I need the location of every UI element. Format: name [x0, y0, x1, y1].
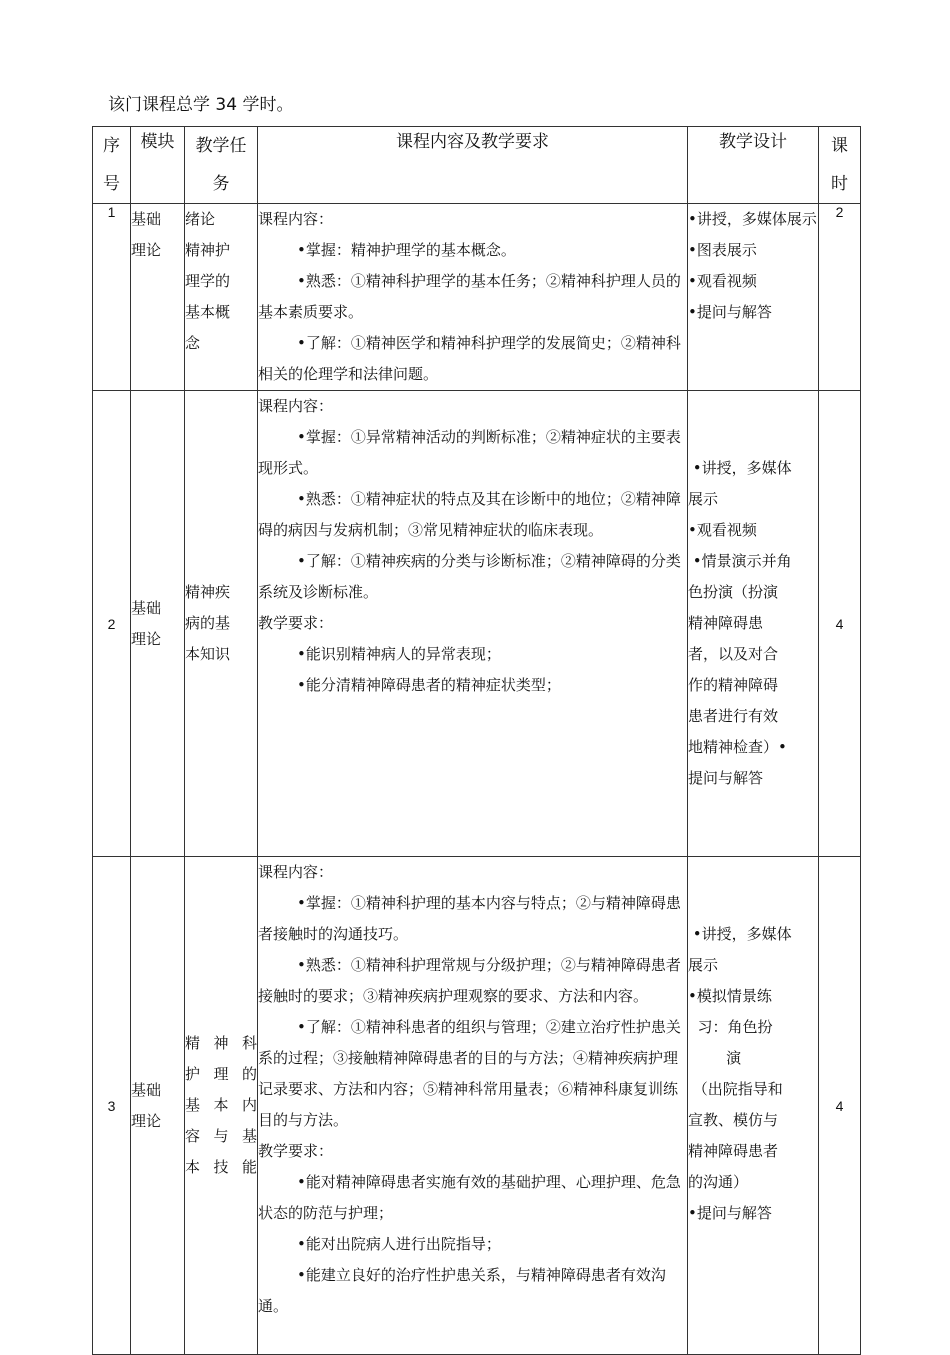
header-task: 教学任 务	[185, 127, 258, 204]
task-cell: 精神疾 病的基 本知识	[185, 391, 258, 857]
design-cell: •讲授，多媒体 展示 •观看视频 •情景演示并角 色扮演（扮演 精神障碍患 者，以及对合 作的精神障碍 患者进行有效 地精神检查）• 提问与解答	[688, 391, 819, 857]
header-no: 序 号	[93, 127, 131, 204]
module-cell: 基础 理论	[131, 204, 185, 391]
task-cell: 精神科 护理的 基本内 容与基 本技能	[185, 857, 258, 1355]
row-number: 3	[93, 857, 131, 1355]
header-design: 教学设计	[688, 127, 819, 204]
content-cell: 课程内容： •掌握：精神护理学的基本概念。 •熟悉：①精神科护理学的基本任务；②精神科护理人员的基本素质要求。 •了解：①精神医学和精神科护理学的发展简史；②精神科相关的伦理学和法律问题。	[258, 204, 688, 391]
header-module: 模块	[131, 127, 185, 204]
row-number: 2	[93, 391, 131, 857]
table-row	[93, 391, 861, 857]
hours-cell: 4	[819, 857, 861, 1355]
row-number: 1	[93, 204, 131, 391]
module-cell: 基础 理论	[131, 391, 185, 857]
task-cell: 绪论 精神护 理学的 基本概 念	[185, 204, 258, 391]
content-cell: 课程内容： •掌握：①精神科护理的基本内容与特点；②与精神障碍患者接触时的沟通技巧。 •熟悉：①精神科护理常规与分级护理；②与精神障碍患者接触时的要求；③精神疾病护理观察的要求、方法和内容。 •了解：①精神科患者的组织与管理；②建立治疗性护患关系的过程；③接触精神障碍患者的目的与方法；④精神疾病护理记录要求、方法和内容；⑤精神科常用量表；⑥精神科康复训练目的与方法。 教学要求： •能对精神障碍患者实施有效的基础护理、心理护理、危急状态的防范与护理； •能对出院病人进行出院指导； •能建立良好的治疗性护患关系，与精神障碍患者有效沟通。	[258, 857, 688, 1355]
hours-cell: 2	[819, 204, 861, 391]
course-table	[92, 126, 861, 1355]
course-hours-intro: 该门课程总学 34 学时。	[108, 95, 294, 115]
design-cell: •讲授，多媒体 展示 •模拟情景练 习：角色扮 演 （出院指导和 宣教、模仿与 精神障碍患者 的沟通） •提问与解答	[688, 857, 819, 1355]
table-header-row	[93, 127, 861, 204]
header-hours: 课 时	[819, 127, 861, 204]
header-content: 课程内容及教学要求	[258, 127, 688, 204]
module-cell: 基础 理论	[131, 857, 185, 1355]
hours-cell: 4	[819, 391, 861, 857]
design-cell: •讲授，多媒体展示 •图表展示 •观看视频 •提问与解答	[688, 204, 819, 391]
table-row	[93, 857, 861, 1355]
content-cell: 课程内容： •掌握：①异常精神活动的判断标准；②精神症状的主要表现形式。 •熟悉：①精神症状的特点及其在诊断中的地位；②精神障碍的病因与发病机制；③常见精神症状的临床表现。 •了解：①精神疾病的分类与诊断标准；②精神障碍的分类系统及诊断标准。 教学要求： •能识别精神病人的异常表现； •能分清精神障碍患者的精神症状类型；	[258, 391, 688, 857]
table-row	[93, 204, 861, 391]
